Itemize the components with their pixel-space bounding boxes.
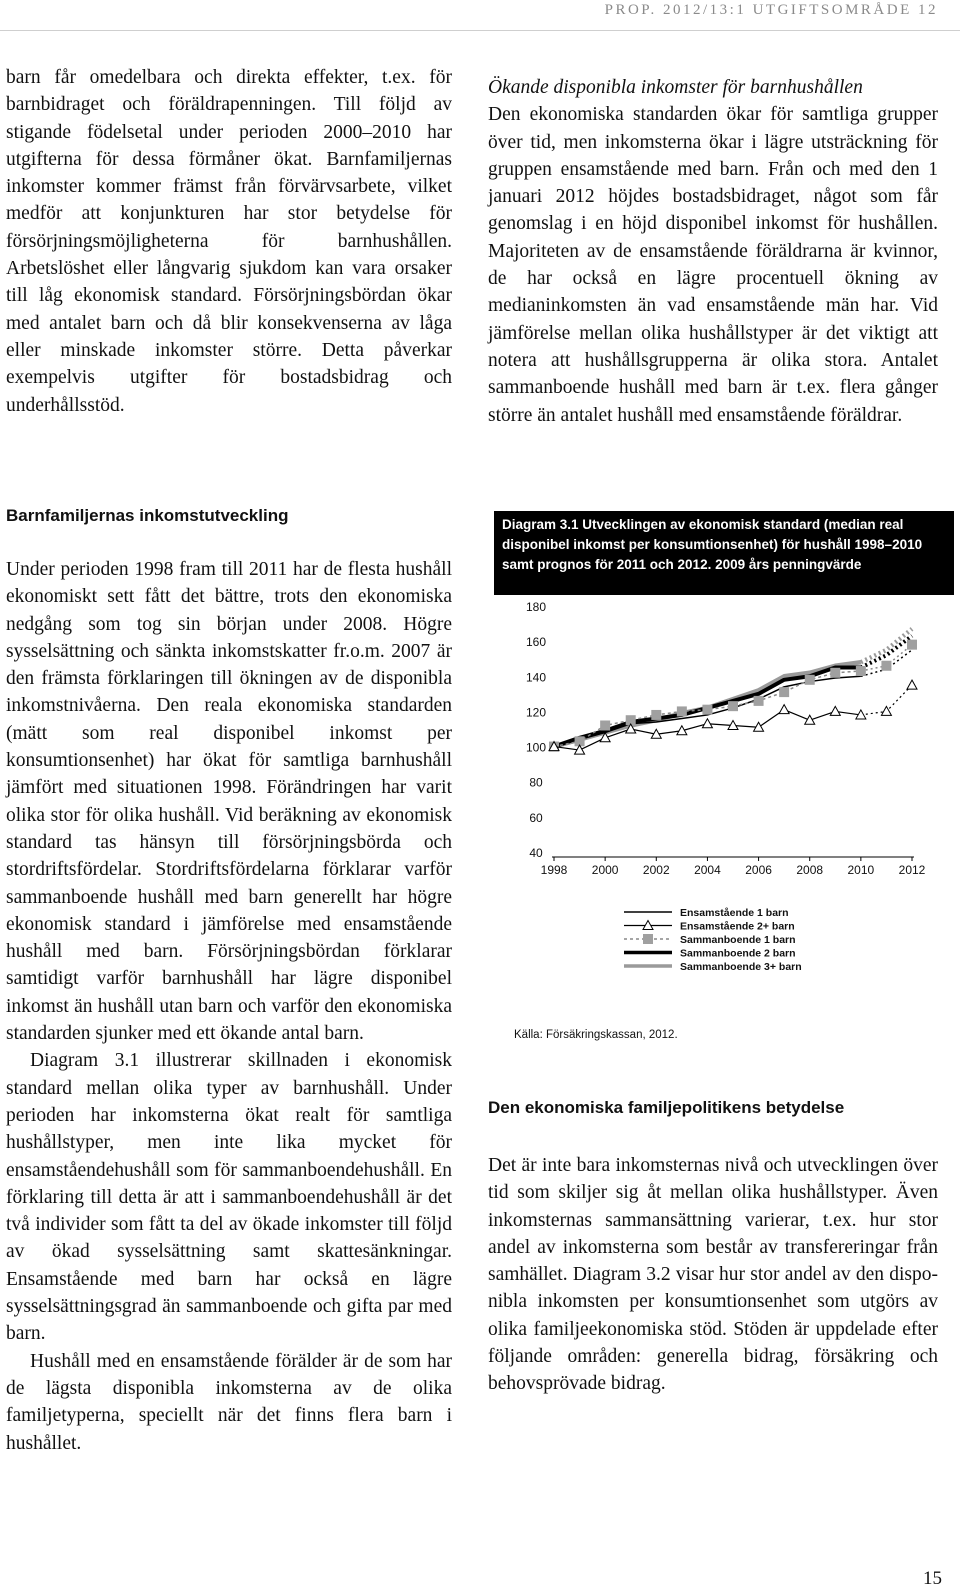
left-paragraph-2: Diagram 3.1 illustrerar skillnaden i ekonomisk standard mellan olika typer av barnhushåll. Under perioden har inkomsterna ökat realt för samtliga hushållstyper, men inte lika mycket för ensamståendehushåll som för sammanboendehushåll. En förklaring till detta är att i sammanboendehushåll är det två individer som fått ta del av ökade inkomster till följd av ökad sysselsättning samt skattesänkningar. Ensamstående med barn har också en lägre sysselsättningsgrad än sammanboende och gifta par med barn. (6, 1050, 452, 1345)
chart-legend (624, 907, 802, 973)
y-tick-label: 80 (529, 775, 543, 790)
point-marker (651, 710, 661, 720)
point-marker (805, 675, 815, 685)
running-header: PROP. 2012/13:1 UTGIFTSOMRÅDE 12 (604, 2, 938, 18)
x-tick-label: 2002 (642, 863, 670, 877)
point-marker (830, 706, 840, 715)
diagram-caption: Diagram 3.1 Utvecklingen av ekonomisk standard (median real disponibel inkomst per konsumtionsenhet) för hushåll 1998–2010 samt prognos för 2011 och 2012. 2009 års penningvärde (494, 511, 954, 595)
point-marker (728, 701, 738, 711)
legend-label: Ensamstående 1 barn (680, 907, 789, 919)
point-marker (907, 680, 917, 689)
point-marker (805, 715, 815, 724)
left-section (6, 506, 452, 1457)
y-tick-label: 120 (525, 705, 547, 720)
y-tick-label: 100 (525, 740, 547, 755)
x-tick-label: 2000 (591, 863, 619, 877)
point-marker (881, 661, 891, 671)
point-marker (702, 705, 712, 715)
legend-label: Sammanboende 3+ barn (680, 961, 802, 973)
y-tick-label: 160 (525, 635, 547, 650)
page-number: 15 (923, 1568, 942, 1589)
y-axis-labels (526, 600, 546, 860)
right-top-paragraph: Den ekonomiska standarden ökar för samtliga grupper över tid, men inkomsterna ökar i lägre utsträckning för gruppen ensamstående med barn. Från och med den 1 januari 2012 höjdes bostadsbidraget, något som får genomslag i en höjd disponibel inkomst för hushållen. Majoriteten av de ensamstående föräldrarna är kvinnor, de har också en lägre procentuell ökning av medianinkomsten än vad ensamstående män har. Vid jämförelse mellan olika hushållstyper är det viktigt att notera att hushållsgrupperna är olika stora. Antalet sammanboende hushåll med barn är t.ex. flera gånger större än antalet hushåll med ensamstående föräldrar. (488, 104, 938, 426)
header-rule (0, 30, 960, 31)
left-paragraph-1: Under perioden 1998 fram till 2011 har de flesta hushåll ekonomiskt sett fått det bättre, trots den ekonomiska nedgång som tog sin början under 2008. Högre sysselsättning och sänkta inkomstskatter fr.o.m. 2007 är den främsta förklaringen till ökningen av de disponibla inkomstnivåerna. Den reala ekonomiska standarden (mätt som real disponibel inkomst per konsumtionsenhet) har ökat för samtliga barnhushåll jämfört med situationen 1998. Förändringen har varit olika stor för olika hushåll. Vid beräkning av ekonomisk standard tas hänsyn till försörjningsbörda och stordriftsfördelar. Stordriftsfördelarna förklarar varför sammanboende hushåll med barn generellt har högre ekonomisk standard i jämförelse med ensamstående hushåll med barn. Försörjningsbördan förklarar samtidigt varför barnhushåll har lägre disponibel inkomst än hushåll utan barn och varför den ekonomiska standarden sjunker med ett ökande antal barn. (6, 559, 452, 1045)
right-top-heading: Ökande disponibla inkomster för barnhushållen (488, 77, 863, 98)
point-marker (907, 640, 917, 650)
point-marker (779, 705, 789, 714)
point-marker (779, 687, 789, 697)
chart-source: Källa: Försäkringskassan, 2012. (514, 1029, 678, 1041)
y-tick-label: 40 (529, 846, 543, 860)
point-marker (754, 696, 764, 706)
x-tick-label: 2008 (796, 863, 824, 877)
series-forecast-line (861, 629, 912, 662)
legend-label: Ensamstående 2+ barn (680, 920, 795, 933)
x-tick-label: 2012 (898, 863, 926, 877)
point-marker (830, 668, 840, 678)
left-top-paragraph: barn får omedelbara och direkta effekter, t.ex. för barnbidraget och föräldrapenningen. Till följd av stigande födelsetal under perioden 2000–2010 har utgifterna för dessa förmåner ökat. Barnfamiljernas inkomster kommer främst från förvärvsarbete, vilket medför att konjunkturen har stor betydelse för försörjningsmöjligheterna för barnhushållen. Arbetslöshet eller långvarig sjukdom kan vara orsaker till låg ekonomisk standard. Försörjningsbördan ökar med antalet barn och då blir konsekvenserna av låga eller minskade inkomster större. Detta påverkar exempelvis utgifter för bostadsbidrag och underhållsstöd. (6, 67, 452, 416)
legend-marker (643, 934, 653, 944)
point-marker (677, 706, 687, 716)
series-line (554, 710, 861, 750)
point-marker (600, 720, 610, 730)
left-paragraph-3: Hushåll med en ensamstående förälder är de som har de lägsta disponibla inkomsterna av de olika familjetyperna, speciellt när det finns flera barn i hushållet. (6, 1350, 452, 1454)
right-bottom-block (488, 1098, 938, 1398)
x-axis-labels (541, 857, 926, 877)
series-lines (549, 629, 917, 754)
x-tick-label: 1998 (540, 863, 568, 877)
left-section-heading: Barnfamiljernas inkomstutveckling (6, 506, 289, 525)
legend-label: Sammanboende 2 barn (680, 947, 796, 960)
right-section-heading: Den ekonomiska familjepolitikens betydelse (488, 1098, 845, 1117)
y-tick-label: 140 (525, 670, 547, 685)
line-chart (494, 596, 954, 1026)
y-tick-label: 60 (529, 810, 543, 825)
x-tick-label: 2004 (694, 863, 721, 877)
point-marker (702, 719, 712, 728)
right-top-block (488, 74, 938, 429)
y-tick-label: 180 (525, 600, 547, 614)
point-marker (856, 666, 866, 676)
legend-label: Sammanboende 1 barn (680, 934, 796, 946)
left-column (6, 64, 452, 419)
x-tick-label: 2006 (745, 863, 772, 877)
right-bottom-paragraph: Det är inte bara inkomsternas nivå och utvecklingen över tid som skiljer sig åt mellan olika hushållstyper. Även inkomsternas sammansättning varierar, t.ex. hur stor andel av inkomsterna som består av transfereringar från samhället. Diagram 3.2 visar hur stor andel av den disponibla inkomsten per konsumtionsenhet som utgörs av olika familjeekonomiska stöd. Stöden är uppdelade efter följande områden: generella bidrag, försäkring och behovsprövade bidrag. (488, 1155, 938, 1395)
x-tick-label: 2010 (847, 863, 875, 877)
